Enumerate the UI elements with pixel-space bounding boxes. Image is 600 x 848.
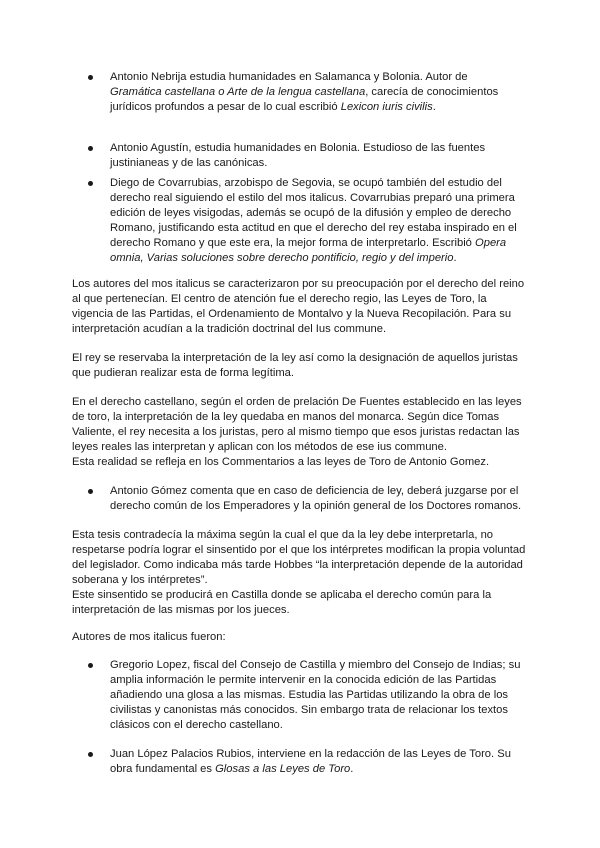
bullet-icon [88, 146, 93, 151]
bullet-icon [88, 663, 93, 668]
paragraph-rey-interpretacion: El rey se reservaba la interpretación de la ley así como la designación de aquellos juristas que pudieran realizar esta de forma legítima. [72, 352, 518, 379]
paragraph-derecho-castellano: En el derecho castellano, según el orden de prelación De Fuentes establecido en las leyes de toro, la interpretación de la ley quedaba en manos del monarca. Según dice Tomas Valiente, el rey necesita a los juristas, pero al mismo tiempo que esos juristas redactan las leyes reales las interpretan y aplican con los métodos de ese ius commune. Esta realidad se refleja en los Commentarios a las leyes de Toro de Antonio Gomez. [72, 396, 522, 468]
paragraph-mos-italicus: Los autores del mos italicus se caracterizaron por su preocupación por el derecho del reino al que pertenecían. El centro de atención fue el derecho regio, las Leyes de Toro, la vigencia de las Partidas, el Ordenamiento de Montalvo y la Nueva Recopilación. Para su interpretación acudían a la tradición doctrinal del Ius commune. [72, 278, 525, 335]
bullet-icon [88, 181, 93, 186]
list-item-gomez [110, 484, 522, 514]
list-item-gregorio-lopez [110, 658, 522, 733]
bullet-icon [88, 75, 93, 80]
bullet-icon [88, 489, 93, 494]
bullet-text: Antonio Nebrija estudia humanidades en Salamanca y Bolonia. Autor de Gramática castellana o Arte de la lengua castellana, carecía de conocimientos jurídicos profundos a pesar de lo cual escribió Lexicon iuris civilis. [110, 71, 499, 113]
bullet-text: Gregorio Lopez, fiscal del Consejo de Castilla y miembro del Consejo de Indias; su amplia información le permite intervenir en la conocida edición de las Partidas añadiendo una glosa a las mismas. Estudia las Partidas utilizando la obra de los civilistas y canonistas más conocidos. Sin embargo trata de relacionar los textos clásicos con el derecho castellano. [110, 659, 521, 731]
bullet-text: Antonio Agustín, estudia humanidades en Bolonia. Estudioso de las fuentes justinianeas y de las canónicas. [110, 142, 486, 169]
list-item-agustin [110, 141, 522, 171]
bullet-text: Diego de Covarrubias, arzobispo de Segovia, se ocupó también del estudio del derecho real siguiendo el estilo del mos italicus. Covarrubias preparó una primera edición de leyes visigodas, además se ocupó de la difusión y empleo de derecho Romano, justificando esta actitud en que el derecho del rey estaba inspirado en el derecho Romano y que este era, la mejor forma de interpretarlo. Escribió Opera omnia, Varias soluciones sobre derecho pontificio, regio y del imperio. [110, 177, 517, 264]
list-item-nebrija [110, 70, 522, 115]
list-item-covarrubias [110, 176, 522, 266]
bullet-text: Juan López Palacios Rubios, interviene en la redacción de las Leyes de Toro. Su obra fundamental es Glosas a las Leyes de Toro. [110, 748, 511, 775]
paragraph-tesis: Esta tesis contradecía la máxima según la cual el que da la ley debe interpretarla, no respetarse podría lograr el sinsentido por el que los intérpretes modifican la propia voluntad del legislador. Como indicaba más tarde Hobbes “la interpretación depende de la autoridad soberana y los intérpretes”. Este sinsentido se producirá en Castilla donde se aplicaba el derecho común para la interpretación de las mismas por los jueces. [72, 529, 526, 616]
paragraph-autores-heading: Autores de mos italicus fueron: [72, 631, 226, 643]
bullet-text: Antonio Gómez comenta que en caso de deficiencia de ley, deberá juzgarse por el derecho común de los Emperadores y la opinión general de los Doctores romanos. [110, 485, 522, 512]
bullet-icon [88, 752, 93, 757]
list-item-palacios-rubios [110, 747, 522, 777]
